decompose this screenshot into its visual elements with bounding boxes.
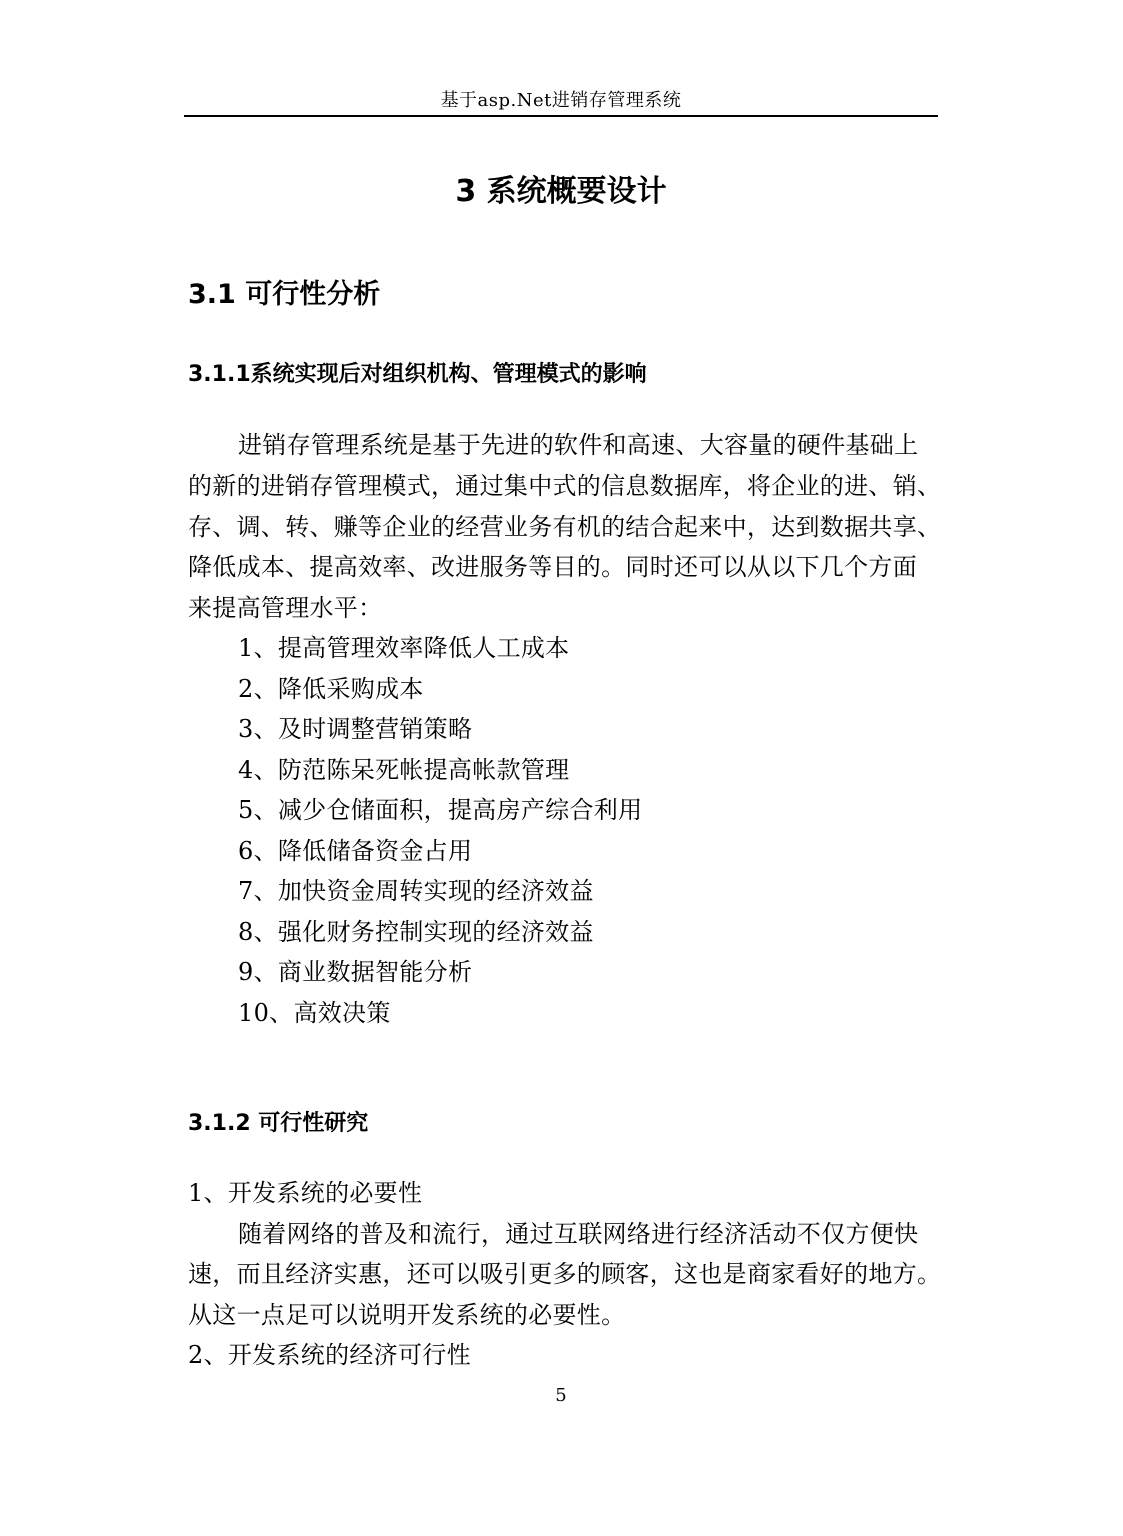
paragraph-line: 速，而且经济实惠，还可以吸引更多的顾客，这也是商家看好的地方。 xyxy=(188,1260,942,1288)
item-heading: 2、开发系统的经济可行性 xyxy=(188,1341,471,1369)
paragraph-line: 从这一点足可以说明开发系统的必要性。 xyxy=(188,1301,626,1329)
paragraph-line: 来提高管理水平： xyxy=(188,594,383,622)
paragraph-line: 存、调、转、赚等企业的经营业务有机的结合起来中，达到数据共享、 xyxy=(188,513,942,541)
list-item: 7、加快资金周转实现的经济效益 xyxy=(238,877,594,905)
subsection-title-3-1-2: 3.1.2 可行性研究 xyxy=(188,1111,369,1136)
list-item: 8、强化财务控制实现的经济效益 xyxy=(238,918,594,946)
list-item: 1、提高管理效率降低人工成本 xyxy=(238,634,570,662)
paragraph-line: 随着网络的普及和流行，通过互联网络进行经济活动不仅方便快 xyxy=(238,1220,919,1248)
subsection-title-3-1-1: 3.1.1系统实现后对组织机构、管理模式的影响 xyxy=(188,362,647,387)
paragraph-line: 的新的进销存管理模式，通过集中式的信息数据库，将企业的进、销、 xyxy=(188,472,942,500)
running-header: 基于asp.Net进销存管理系统 xyxy=(440,90,682,111)
list-item: 4、防范陈呆死帐提高帐款管理 xyxy=(238,756,570,784)
list-item: 2、降低采购成本 xyxy=(238,675,424,703)
item-heading: 1、开发系统的必要性 xyxy=(188,1179,423,1207)
page-number: 5 xyxy=(555,1385,567,1406)
paragraph-line: 进销存管理系统是基于先进的软件和高速、大容量的硬件基础上 xyxy=(238,431,919,459)
list-item: 9、商业数据智能分析 xyxy=(238,958,473,986)
list-item: 3、及时调整营销策略 xyxy=(238,715,473,743)
section-title: 3.1 可行性分析 xyxy=(188,279,381,310)
list-item: 6、降低储备资金占用 xyxy=(238,837,473,865)
paragraph-line: 降低成本、提高效率、改进服务等目的。同时还可以从以下几个方面 xyxy=(188,553,917,581)
list-item: 10、高效决策 xyxy=(238,999,391,1027)
list-item: 5、减少仓储面积，提高房产综合利用 xyxy=(238,796,643,824)
header-divider xyxy=(184,115,938,117)
chapter-title: 3 系统概要设计 xyxy=(455,174,667,209)
